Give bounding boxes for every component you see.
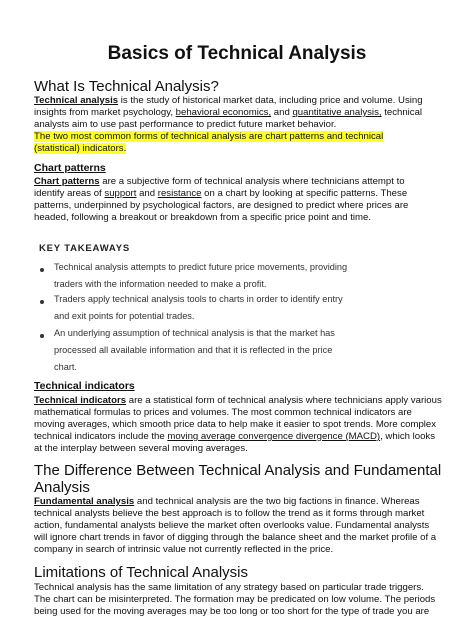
text-run: are a statistical form of technical analysis where technicians apply various bbox=[126, 395, 442, 406]
inline-link[interactable]: Chart patterns bbox=[34, 176, 100, 187]
text-run: moving averages, which smooth price data to help make it easier to spot trends. More complex bbox=[34, 419, 437, 430]
highlighted-line bbox=[34, 143, 126, 155]
text-run: analysts aim to use past performance to predict future market behavior. bbox=[34, 119, 337, 130]
text-run: and technical analysis are the two big factions in finance. Whereas bbox=[134, 496, 420, 507]
highlight-text: The two most common forms of technical analysis are chart patterns and technical bbox=[34, 131, 384, 142]
text-run: headed, following a breakout or breakdown from a specific price point and time. bbox=[34, 212, 372, 223]
key-takeaways-heading: KEY TAKEAWAYS bbox=[39, 243, 130, 254]
difference-line bbox=[34, 532, 436, 544]
bullet-icon bbox=[40, 300, 44, 304]
difference-line bbox=[34, 520, 429, 532]
inline-link[interactable]: behavioral economics, bbox=[175, 107, 272, 118]
text-run: identify areas of bbox=[34, 188, 105, 199]
limitations-line bbox=[34, 594, 435, 606]
takeaway-line: Traders apply technical analysis tools to charts in order to identify entry bbox=[54, 294, 343, 304]
text-run: The chart can be misinterpreted. The formation may be predicated on low volume. The periods bbox=[34, 594, 436, 605]
heading-what-is-ta: What Is Technical Analysis? bbox=[34, 78, 219, 95]
inline-link[interactable]: Fundamental analysis bbox=[34, 496, 135, 507]
inline-link[interactable]: quantitative analysis, bbox=[292, 107, 382, 118]
heading-difference: The Difference Between Technical Analysis and Fundamental bbox=[34, 462, 442, 479]
chart-patterns-line bbox=[34, 200, 408, 212]
text-run: are a subjective form of technical analysis where technicians attempt to bbox=[99, 176, 405, 187]
text-run: action, fundamental analysts believe the market often overlooks value. Fundamental analysts bbox=[34, 520, 430, 531]
text-run: and bbox=[136, 188, 158, 199]
inline-link[interactable]: support bbox=[104, 188, 137, 199]
limitations-line bbox=[34, 582, 424, 594]
section1-line bbox=[34, 119, 336, 131]
section1-line bbox=[34, 95, 423, 107]
indicators-line bbox=[34, 395, 442, 407]
heading-chart-patterns: Chart patterns bbox=[34, 162, 106, 174]
inline-link[interactable]: Technical analysis bbox=[34, 95, 119, 106]
text-run: will ignore chart trends in favor of digging through the balance sheet and the market profile of a bbox=[34, 532, 437, 543]
difference-line bbox=[34, 544, 333, 556]
text-run: , which looks bbox=[380, 431, 436, 442]
takeaway-line: and exit points for potential trades. bbox=[54, 311, 195, 321]
text-run: Technical analysis has the same limitation of any strategy based on particular trade triggers. bbox=[34, 582, 424, 593]
limitations-line bbox=[34, 606, 429, 618]
page-title: Basics of Technical Analysis bbox=[107, 43, 367, 64]
difference-line bbox=[34, 508, 424, 520]
indicators-line bbox=[34, 419, 436, 431]
heading-difference-cont: Analysis bbox=[34, 479, 90, 496]
bullet-icon bbox=[40, 334, 44, 338]
text-run: company in search of intrinsic value not currently reflected in the price. bbox=[34, 544, 334, 555]
inline-link[interactable]: moving average convergence divergence (MACD) bbox=[167, 431, 381, 442]
section1-line bbox=[34, 107, 422, 119]
text-run: patterns, underpinned by psychological factors, are designed to predict where prices are bbox=[34, 200, 409, 211]
takeaway-line: Technical analysis attempts to predict future price movements, providing bbox=[54, 262, 348, 272]
indicators-line bbox=[34, 443, 248, 455]
text-run: on a chart by looking at specific patterns. These bbox=[201, 188, 408, 199]
takeaway-line: chart. bbox=[54, 362, 77, 372]
bullet-icon bbox=[40, 268, 44, 272]
text-run: and bbox=[271, 107, 293, 118]
takeaway-line: An underlying assumption of technical analysis is that the market has bbox=[54, 328, 335, 338]
chart-patterns-line bbox=[34, 188, 407, 200]
text-run: at the interplay between several moving averages. bbox=[34, 443, 248, 454]
text-run: insights from market psychology, bbox=[34, 107, 176, 118]
heading-technical-indicators: Technical indicators bbox=[34, 380, 135, 392]
takeaway-line: traders with the information needed to make a profit. bbox=[54, 279, 267, 289]
chart-patterns-line bbox=[34, 212, 371, 224]
text-run: mathematical formulas to prices and volumes. The most common technical indicators are bbox=[34, 407, 412, 418]
indicators-line bbox=[34, 407, 412, 419]
text-run: technical bbox=[381, 107, 423, 118]
highlight-text: (statistical) indicators. bbox=[34, 143, 127, 154]
text-run: is the study of historical market data, including price and volume. Using bbox=[118, 95, 423, 106]
indicators-line bbox=[34, 431, 435, 443]
text-run: being used for the moving averages may be too long or too short for the type of trade you are bbox=[34, 606, 430, 617]
text-run: technical analysts believe the best approach is to follow the trend as it forms through market bbox=[34, 508, 425, 519]
inline-link[interactable]: resistance bbox=[157, 188, 202, 199]
chart-patterns-line bbox=[34, 176, 405, 188]
highlighted-line bbox=[34, 131, 383, 143]
heading-limitations: Limitations of Technical Analysis bbox=[34, 564, 248, 581]
inline-link[interactable]: Technical indicators bbox=[34, 395, 127, 406]
text-run: technical indicators include the bbox=[34, 431, 168, 442]
difference-line bbox=[34, 496, 420, 508]
takeaway-line: processed all available information and that it is reflected in the price bbox=[54, 345, 333, 355]
